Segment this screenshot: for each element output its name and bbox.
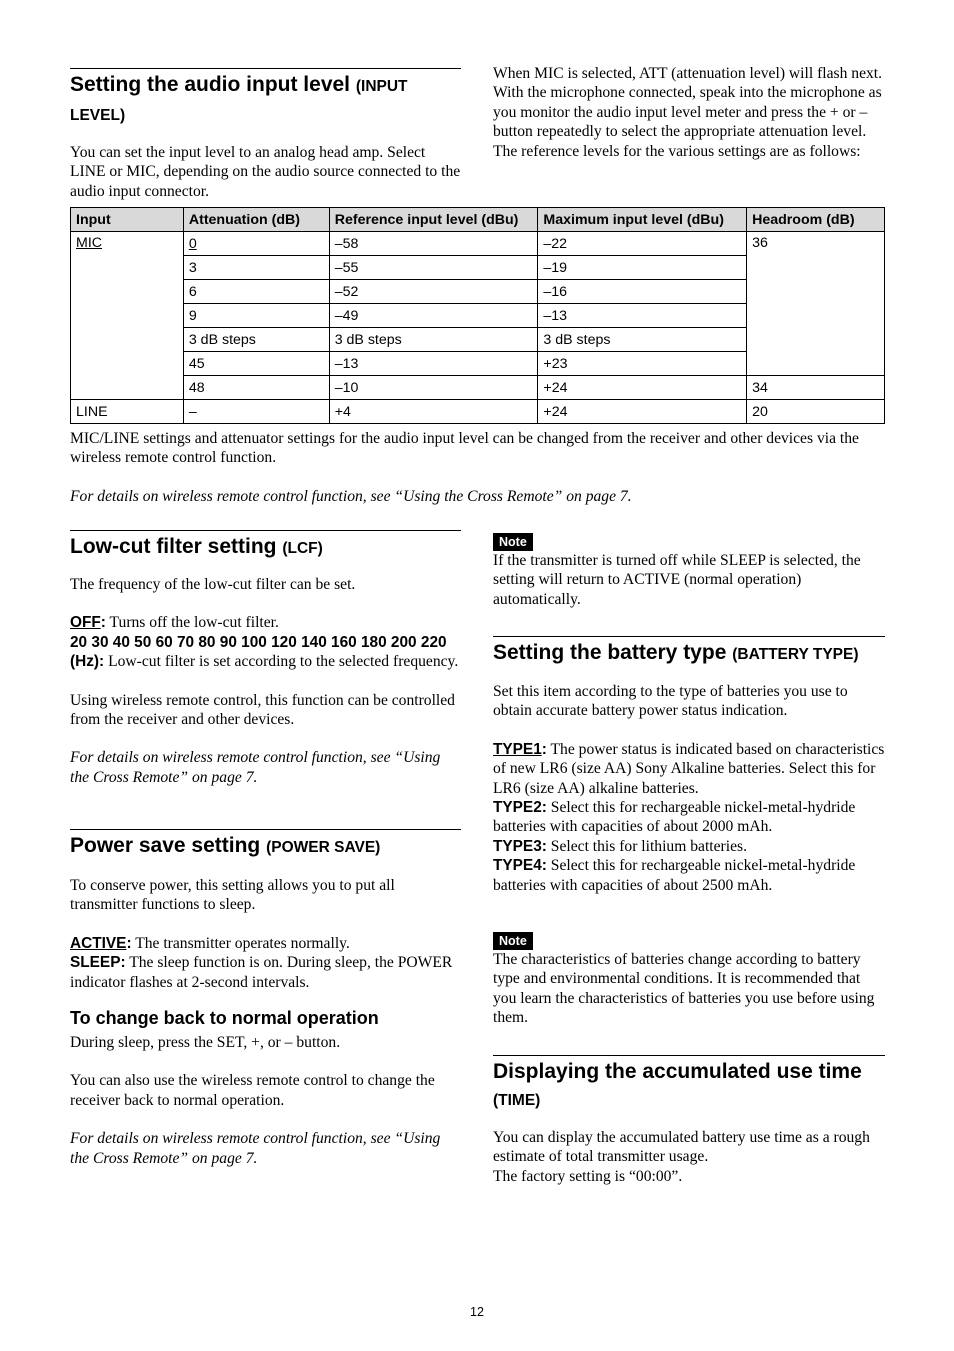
table-cell: –16 bbox=[538, 280, 747, 304]
table-cell: 3 dB steps bbox=[329, 328, 538, 352]
battery-type-section bbox=[493, 636, 885, 895]
time-section bbox=[493, 1055, 885, 1186]
active-item: ACTIVE: The transmitter operates normally. bbox=[70, 934, 350, 952]
lcf-cross-reference: For details on wireless remote control function, see “Using the Cross Remote” on page 7. bbox=[70, 749, 441, 786]
sleep-item bbox=[70, 953, 461, 992]
battery-type-heading bbox=[493, 639, 885, 668]
input-level-title-small: (INPUT LEVEL) bbox=[70, 78, 408, 124]
battery-type-title: Setting the battery type bbox=[493, 641, 727, 664]
time-title-small: (TIME) bbox=[493, 1092, 541, 1109]
battery-type-title-small: (BATTERY TYPE) bbox=[732, 646, 859, 663]
table-cell: +23 bbox=[538, 352, 747, 376]
table-cell: 36 bbox=[747, 232, 885, 376]
mic-att-paragraph: When MIC is selected, ATT (attenuation level) will flash next. With the microphone connected, speak into the microphone as you monitor the audio input level meter and press the + or – button repeatedly to select the appropriate attenuation level. bbox=[493, 65, 883, 141]
table-cell: 45 bbox=[183, 352, 329, 376]
table-header: Reference input level (dBu) bbox=[329, 208, 538, 232]
table-cell: –13 bbox=[538, 304, 747, 328]
table-cell: –19 bbox=[538, 256, 747, 280]
note1-text: If the transmitter is turned off while SLEEP is selected, the setting will return to ACTIVE (normal operation) automatically. bbox=[493, 552, 861, 608]
type1-term: TYPE1 bbox=[493, 740, 542, 758]
table-cell: 3 dB steps bbox=[183, 328, 329, 352]
input-level-intro: You can set the input level to an analog head amp. Select LINE or MIC, depending on the audio source connected to the audio input connector. bbox=[70, 144, 461, 200]
freq-term: 20 30 40 50 60 70 80 90 100 120 140 160 180 200 220 (Hz): bbox=[70, 633, 447, 671]
mic-label: MIC bbox=[76, 235, 103, 251]
table-cell: –58 bbox=[329, 232, 538, 256]
table-cell: –10 bbox=[329, 376, 538, 400]
table-cell: 20 bbox=[747, 400, 885, 424]
off-term: OFF bbox=[70, 614, 101, 632]
type2-desc: Select this for rechargeable nickel-metal-hydride batteries with capacities of about 2000 mAh. bbox=[493, 799, 856, 836]
table-cell: –52 bbox=[329, 280, 538, 304]
type1-desc: The power status is indicated based on characteristics of new LR6 (size AA) Sony Alkaline batteries. Select this for LR6 (size AA) alkaline batteries. bbox=[493, 740, 885, 797]
type2-item bbox=[493, 798, 885, 837]
normal-operation-text2: You can also use the wireless remote control to change the receiver back to normal operation. bbox=[70, 1072, 435, 1109]
type1-item: TYPE1: The power status is indicated based on characteristics of new LR6 (size AA) Sony Alkaline batteries. Select this for LR6 (size AA) alkaline batteries. bbox=[493, 740, 885, 797]
table-row bbox=[71, 400, 885, 424]
table-cell: +24 bbox=[538, 400, 747, 424]
table-row bbox=[71, 376, 885, 400]
lcf-remote-text: Using wireless remote control, this function can be controlled from the receiver and other devices. bbox=[70, 691, 455, 729]
time-heading bbox=[493, 1058, 885, 1114]
table-cell: +24 bbox=[538, 376, 747, 400]
table-cell: 9 bbox=[183, 304, 329, 328]
lcf-section bbox=[70, 530, 461, 787]
type4-desc: Select this for rechargeable nickel-metal-hydride batteries with capacities of about 2500 mAh. bbox=[493, 857, 856, 894]
battery-type-intro: Set this item according to the type of batteries you use to obtain accurate battery power status indication. bbox=[493, 683, 848, 720]
table-header: Maximum input level (dBu) bbox=[538, 208, 747, 232]
table-header: Headroom (dB) bbox=[747, 208, 885, 232]
lcf-freq-item bbox=[70, 633, 461, 672]
power-save-section bbox=[70, 829, 461, 1168]
reference-levels-text: The reference levels for the various settings are as follows: bbox=[493, 142, 861, 160]
page-number: 12 bbox=[470, 1305, 484, 1319]
table-cell: 3 bbox=[183, 256, 329, 280]
normal-operation-heading: To change back to normal operation bbox=[70, 1008, 379, 1029]
lcf-off-item: OFF: Turns off the low-cut filter. bbox=[70, 614, 279, 632]
type2-term: TYPE2: bbox=[493, 799, 547, 817]
table-cell: 3 dB steps bbox=[538, 328, 747, 352]
table-cell: –49 bbox=[329, 304, 538, 328]
note1-block bbox=[493, 533, 885, 609]
table-cell bbox=[183, 232, 329, 256]
time-factory-setting: The factory setting is “00:00”. bbox=[493, 1167, 683, 1185]
sleep-term: SLEEP: bbox=[70, 954, 126, 972]
power-save-title: Power save setting bbox=[70, 834, 261, 857]
mic-input-cell bbox=[71, 232, 184, 400]
power-save-title-small: (POWER SAVE) bbox=[266, 839, 381, 856]
mic-attenuation-text bbox=[493, 64, 885, 161]
note-label: Note bbox=[493, 932, 533, 950]
table-cell: LINE bbox=[71, 400, 184, 424]
table-cell: 34 bbox=[747, 376, 885, 400]
input-level-section bbox=[70, 68, 461, 201]
table-row bbox=[71, 232, 885, 256]
time-title: Displaying the accumulated use time bbox=[493, 1060, 862, 1083]
table-cell: – bbox=[183, 400, 329, 424]
active-desc: The transmitter operates normally. bbox=[135, 934, 350, 952]
table-header-row bbox=[71, 208, 885, 232]
after-table-text: MIC/LINE settings and attenuator settings for the audio input level can be changed from the receiver and other devices via the wireless remote control function. bbox=[70, 430, 859, 467]
table-cell: –13 bbox=[329, 352, 538, 376]
lcf-heading bbox=[70, 533, 461, 562]
input-level-title: Setting the audio input level bbox=[70, 73, 351, 96]
table-cell: 6 bbox=[183, 280, 329, 304]
note2-text: The characteristics of batteries change according to battery type and environmental conditions. It is recommended that you learn the characteristics of batteries you use before using them. bbox=[493, 951, 875, 1027]
type4-term: TYPE4: bbox=[493, 857, 547, 875]
active-term: ACTIVE bbox=[70, 934, 127, 952]
lcf-intro: The frequency of the low-cut filter can be set. bbox=[70, 576, 356, 593]
table-header: Input bbox=[71, 208, 184, 232]
input-level-heading bbox=[70, 71, 461, 129]
table-cell: –22 bbox=[538, 232, 747, 256]
cross-remote-reference: For details on wireless remote control function, see “Using the Cross Remote” on page 7. bbox=[70, 487, 632, 505]
type3-desc: Select this for lithium batteries. bbox=[550, 837, 747, 855]
normal-operation-text1: During sleep, press the SET, +, or – button. bbox=[70, 1034, 341, 1052]
power-save-cross-reference: For details on wireless remote control function, see “Using the Cross Remote” on page 7. bbox=[70, 1130, 441, 1167]
time-intro: You can display the accumulated battery use time as a rough estimate of total transmitter usage. bbox=[493, 1129, 870, 1166]
default-attenuation: 0 bbox=[188, 235, 197, 252]
table-cell: –55 bbox=[329, 256, 538, 280]
after-table-block bbox=[70, 429, 885, 506]
input-level-table bbox=[70, 207, 885, 424]
type3-item bbox=[493, 837, 885, 856]
note-label: Note bbox=[493, 533, 533, 551]
type4-item bbox=[493, 856, 885, 895]
note2-block bbox=[493, 932, 885, 1028]
power-save-intro: To conserve power, this setting allows you to put all transmitter functions to sleep. bbox=[70, 877, 395, 914]
lcf-title: Low-cut filter setting bbox=[70, 535, 277, 558]
table-header: Attenuation (dB) bbox=[183, 208, 329, 232]
table-cell: 48 bbox=[183, 376, 329, 400]
sleep-desc: The sleep function is on. During sleep, the POWER indicator flashes at 2-second intervals. bbox=[70, 954, 453, 991]
power-save-heading bbox=[70, 832, 461, 861]
table-cell: +4 bbox=[329, 400, 538, 424]
type3-term: TYPE3: bbox=[493, 837, 547, 855]
lcf-title-small: (LCF) bbox=[282, 540, 323, 557]
freq-desc: Low-cut filter is set according to the selected frequency. bbox=[108, 653, 459, 671]
off-desc: Turns off the low-cut filter. bbox=[109, 614, 279, 632]
